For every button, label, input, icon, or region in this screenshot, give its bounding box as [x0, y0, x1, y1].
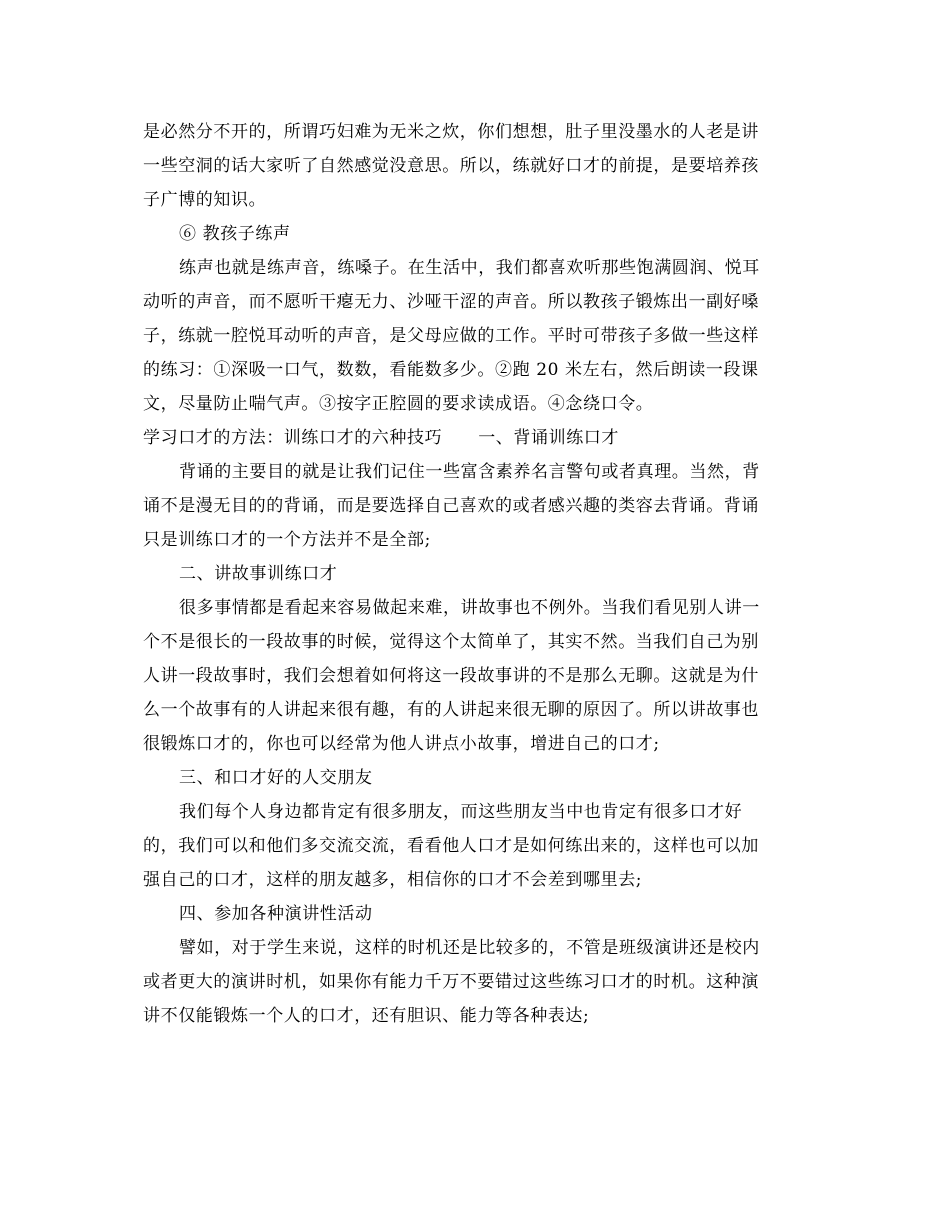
section-heading-speeches	[143, 897, 803, 931]
section-heading-recitation: 一、背诵训练口才	[478, 428, 620, 448]
section-heading-friends	[143, 761, 803, 795]
text-line: ⑥ 教孩子练声	[179, 224, 291, 244]
text-line	[143, 421, 803, 455]
document-body	[143, 115, 803, 1033]
text-line: 子广博的知识。	[143, 190, 267, 210]
section-heading-voice	[143, 217, 803, 251]
text-line: 讲不仅能锻炼一个人的口才，还有胆识、能力等各种表达;	[143, 1006, 590, 1026]
text-line: 练声也就是练声音，练嗓子。在生活中，我们都喜欢听那些饱满圆润、悦耳	[179, 258, 760, 278]
paragraph-speeches	[143, 931, 803, 1033]
text-line: 子，练就一腔悦耳动听的声音，是父母应做的工作。平时可带孩子多做一些这样	[143, 326, 759, 346]
text-line: 动听的声音，而不愿听干瘪无力、沙哑干涩的声音。所以教孩子锻炼出一副好嗓	[143, 292, 759, 312]
text-line: 或者更大的演讲时机，如果你有能力千万不要错过这些练习口才的时机。这种演	[143, 972, 759, 992]
text-line: 人讲一段故事时，我们会想着如何将这一段故事讲的不是那么无聊。这就是为什	[143, 666, 759, 686]
paragraph-recitation	[143, 455, 803, 557]
text-line: 么一个故事有的人讲起来很有趣，有的人讲起来很无聊的原因了。所以讲故事也	[143, 700, 759, 720]
paragraph-voice-training	[143, 251, 803, 421]
paragraph-storytelling	[143, 591, 803, 761]
section-heading-storytelling	[143, 557, 803, 591]
text-line: 三、和口才好的人交朋友	[179, 768, 373, 788]
paragraph-intro-continuation	[143, 115, 803, 217]
text-line: 很锻炼口才的，你也可以经常为他人讲点小故事，增进自己的口才;	[143, 734, 660, 754]
text-line: 的，我们可以和他们多交流交流，看看他人口才是如何练出来的，这样也可以加	[143, 836, 759, 856]
text-line: 譬如，对于学生来说，这样的时机还是比较多的，不管是班级演讲还是校内	[179, 938, 760, 958]
text-line: 四、参加各种演讲性活动	[179, 904, 373, 924]
paragraph-friends	[143, 795, 803, 897]
text-line: 的练习：①深吸一口气，数数，看能数多少。②跑 20 米左右，然后朗读一段课	[143, 360, 759, 380]
text-line: 文，尽量防止喘气声。③按字正腔圆的要求读成语。④念绕口令。	[143, 394, 654, 414]
text-line: 个不是很长的一段故事的时候，觉得这个太简单了，其实不然。当我们自己为别	[143, 632, 759, 652]
text-line: 诵不是漫无目的的背诵，而是要选择自己喜欢的或者感兴趣的类容去背诵。背诵	[143, 496, 759, 516]
text-line: 二、讲故事训练口才	[179, 564, 338, 584]
text-line: 背诵的主要目的就是让我们记住一些富含素养名言警句或者真理。当然，背	[179, 462, 760, 482]
text-line: 只是训练口才的一个方法并不是全部;	[143, 530, 431, 550]
text-line: 是必然分不开的，所谓巧妇难为无米之炊，你们想想，肚子里没墨水的人老是讲	[143, 122, 759, 142]
text-line: 我们每个人身边都肯定有很多朋友，而这些朋友当中也肯定有很多口才好	[179, 802, 743, 822]
article-title-line	[143, 421, 803, 455]
text-line: 很多事情都是看起来容易做起来难，讲故事也不例外。当我们看见别人讲一	[179, 598, 760, 618]
article-title: 学习口才的方法：训练口才的六种技巧	[143, 428, 443, 448]
text-line: 强自己的口才，这样的朋友越多，相信你的口才不会差到哪里去;	[143, 870, 643, 890]
text-line: 一些空洞的话大家听了自然感觉没意思。所以，练就好口才的前提，是要培养孩	[143, 156, 759, 176]
